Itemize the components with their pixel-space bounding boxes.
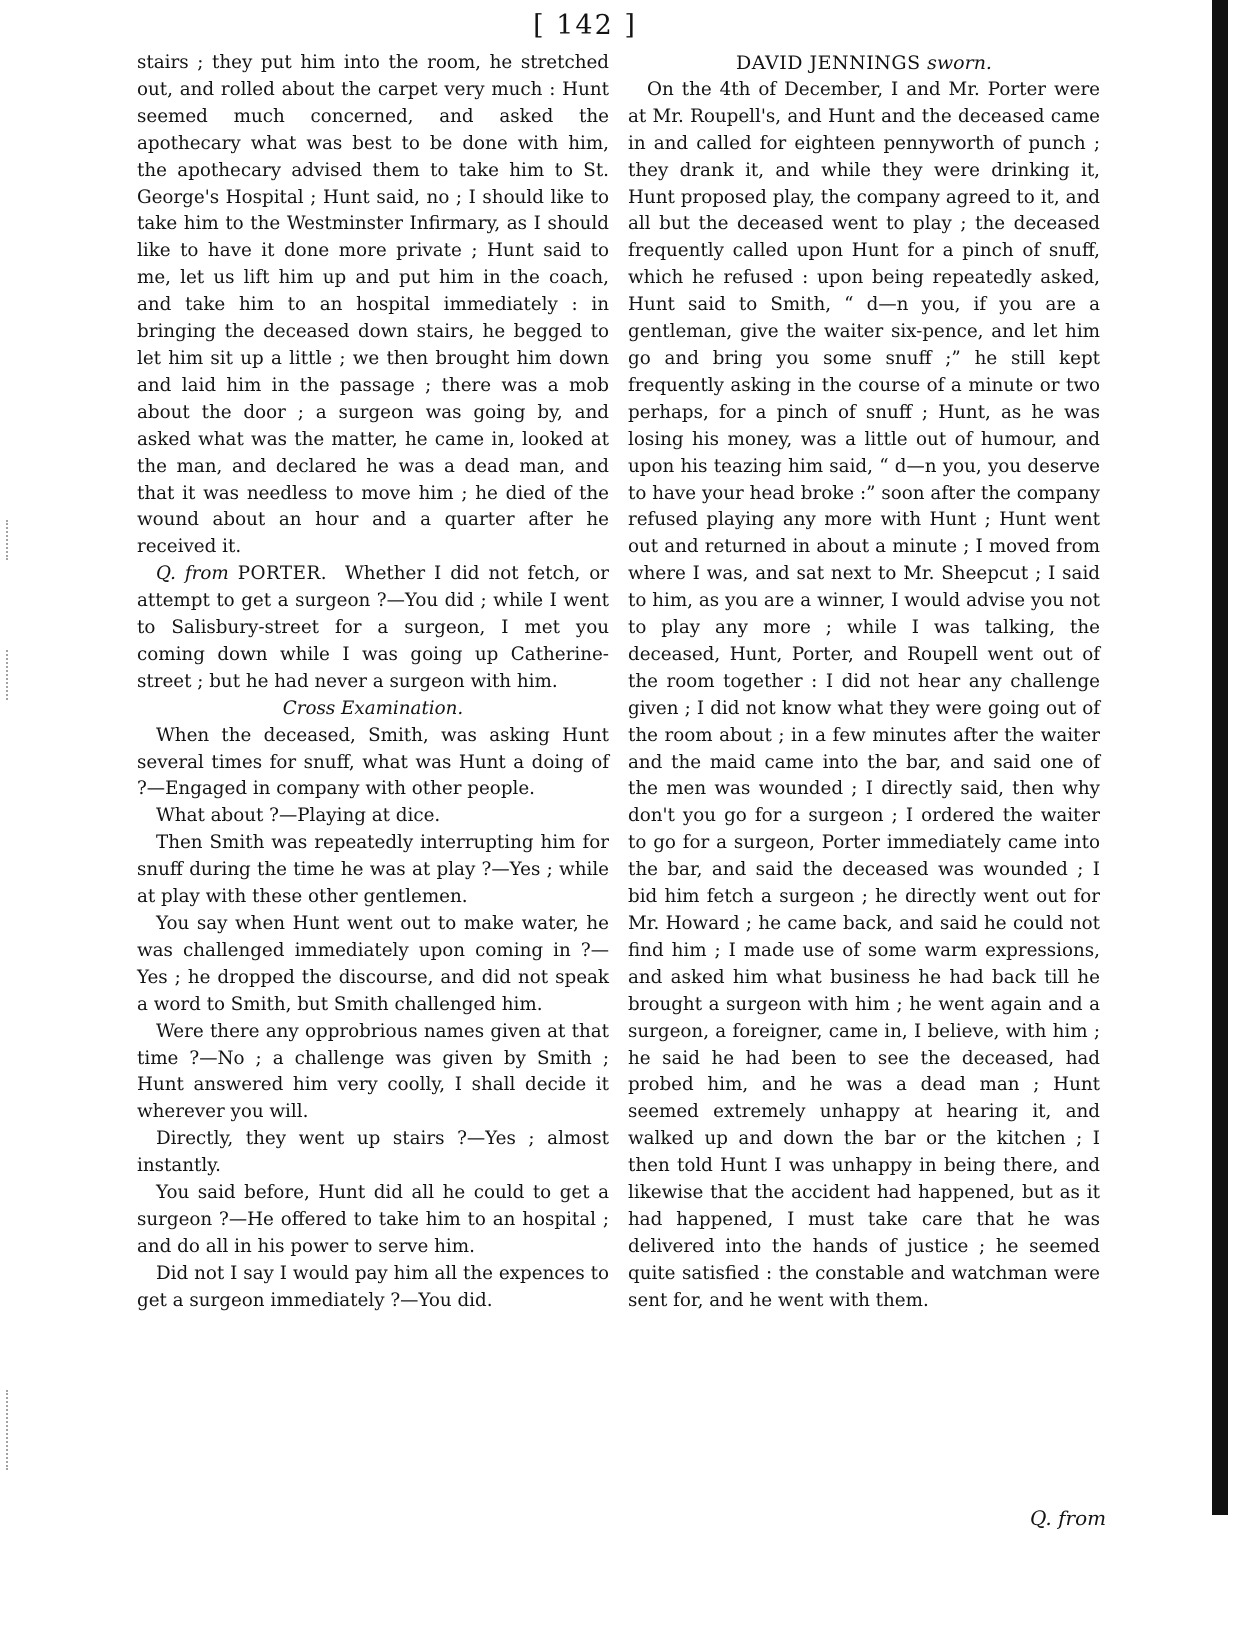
witness-testimony: On the 4th of December, I and Mr. Porter were at Mr. Roupell's, and Hunt and the deceased came in and called for eighteen pennyworth of punch ; they drank it, and while they were drinking it, Hunt proposed play, the company agreed to it, and all but the deceased went to play ; the deceased frequently called upon Hunt for a pinch of snuff, which he refused : upon being repeatedly asked, Hunt said to Smith, “ d—n you, if you are a gentleman, give the waiter six-pence, and let him go and bring you some snuff ;” he still kept frequently asking in the course of a minute or two perhaps, for a pinch of snuff ; Hunt, as he was losing his money, was a little out of humour, and upon his teazing him said, “ d—n you, you deserve to have your head broke :” soon after the company refused playing any more with Hunt ; Hunt went out and returned in about a minute ; I moved from where I was, and sat next to Mr. Sheepcut ; I said to him, as you are a winner, I would advise you not to play any more ; while I was talking, the deceased, Hunt, Porter, and Roupell went out of the room together : I did not hear any challenge given ; I did not know what they were going out of the room about ; in a few minutes after the waiter and the maid came into the bar, and said one of the men was wounded ; I directly said, then why don't you go for a surgeon ; I ordered the waiter to go for a surgeon, Porter immediately came into the bar, and said the deceased was wounded ; I bid him fetch a surgeon ; he directly went out for Mr. Howard ; he came back, and said he could not find him ; I made use of some warm expressions, and asked him what business he had back till he brought a surgeon with him ; he went again and a surgeon, a foreigner, came in, I believe, with him ; he said he had been to see the deceased, had probed him, and he was a dead man ; Hunt seemed extremely unhappy at hearing it, and walked up and down the bar or the kitchen ; I then told Hunt I was unhappy in being there, and likewise that the accident had happened, but as it had happened, I must take care that he was delivered into the hands of justice ; he seemed quite satisfied : the constable and watchman were sent for, and he went with them. <box>628 78 1100 1311</box>
question-label: Q. from <box>156 563 229 585</box>
cross-paragraph: What about ?—Playing at dice. <box>156 805 441 827</box>
scan-edge-shadow <box>1212 0 1228 1515</box>
cross-paragraph: You say when Hunt went out to make water, he was challenged immediately upon coming in ?—Yes ; he dropped the discourse, and did not speak a word to Smith, but Smith challenged him. <box>137 913 609 1015</box>
questioner-name: PORTER. <box>237 563 328 585</box>
testimony-continuation: stairs ; they put him into the room, he stretched out, and rolled about the carpet very much : Hunt seemed much concerned, and asked the apothecary what was best to be done with him, the apothecary advised them to take him to St. George's Hospital ; Hunt said, no ; I should like to take him to the Westminster Infirmary, as I should like to have it done more private ; Hunt said to me, let us lift him up and put him in the coach, and take him to an hospital immediately : in bringing the deceased down stairs, he begged to let him sit up a little ; we then brought him down and laid him in the passage ; there was a mob about the door ; a surgeon was going by, and asked what was the matter, he came in, looked at the man, and declared he was a dead man, and that it was needless to move him ; he died of the wound about an hour and a quarter after he received it. <box>137 52 609 558</box>
witness-sworn: sworn. <box>927 52 992 74</box>
cross-paragraph: Then Smith was repeatedly interrupting him for snuff during the time he was at play ?—Yes ; while at play with these other gentlemen. <box>137 832 609 908</box>
page-number: [ 142 ] <box>533 10 637 41</box>
catchword: Q. from <box>1030 1506 1107 1530</box>
left-column <box>137 50 609 1315</box>
cross-paragraph: When the deceased, Smith, was asking Hunt several times for snuff, what was Hunt a doing of ?—Engaged in company with other people. <box>137 724 609 800</box>
cross-examination-heading: Cross Examination. <box>282 697 464 719</box>
margin-specks <box>6 650 24 700</box>
witness-heading <box>628 50 1100 77</box>
right-column <box>628 50 1100 1315</box>
cross-paragraph: You said before, Hunt did all he could to get a surgeon ?—He offered to take him to an hospital ; and do all in his power to serve him. <box>137 1182 609 1257</box>
cross-paragraph: Directly, they went up stairs ?—Yes ; almost instantly. <box>137 1128 609 1177</box>
margin-specks <box>6 1390 24 1470</box>
question-from-porter <box>137 561 609 696</box>
witness-name: DAVID JENNINGS <box>736 52 921 74</box>
margin-specks <box>6 520 24 560</box>
question-text: Whether I did not fetch, or attempt to get a surgeon ?—You did ; while I went to Salisbury-street for a surgeon, I met you coming down while I was going up Catherine-street ; but he had never a surgeon with him. <box>137 563 610 692</box>
cross-paragraph: Were there any opprobrious names given at that time ?—No ; a challenge was given by Smith ; Hunt answered him very coolly, I shall decide it wherever you will. <box>137 1020 609 1123</box>
cross-paragraph: Did not I say I would pay him all the expences to get a surgeon immediately ?—You did. <box>137 1262 609 1311</box>
